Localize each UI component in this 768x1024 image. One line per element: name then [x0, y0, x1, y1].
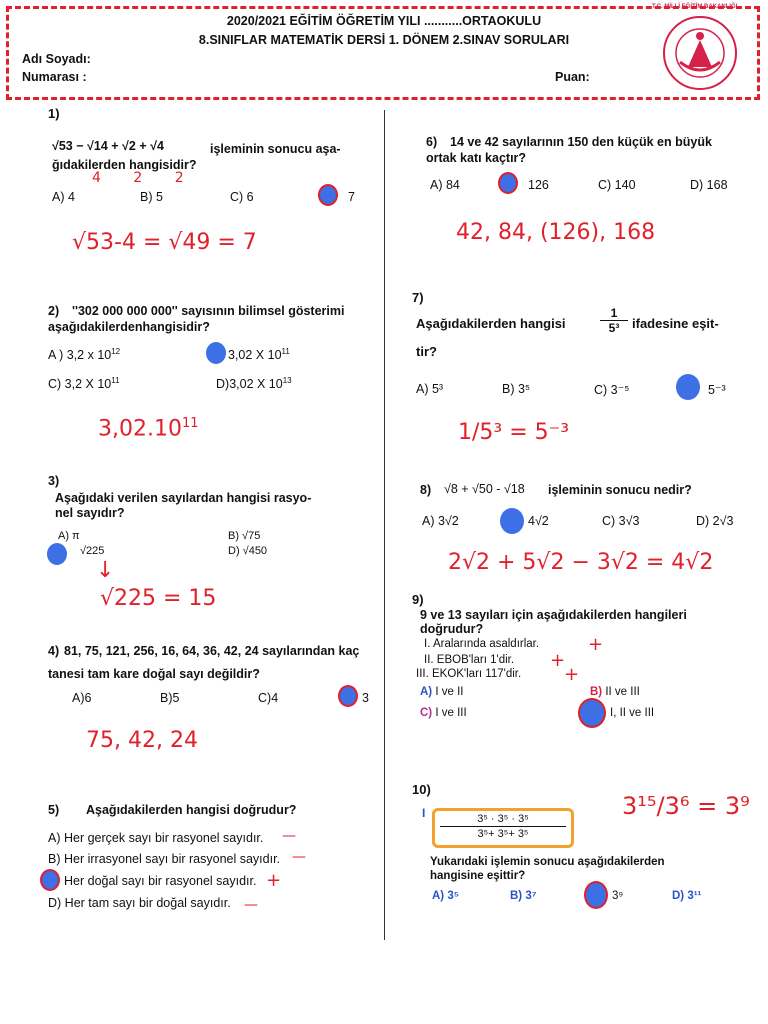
q5-option-a[interactable]: A) Her gerçek sayı bir rasyonel sayıdır.	[48, 831, 264, 845]
q8-text: işleminin sonucu nedir?	[548, 483, 692, 497]
q2-option-d[interactable]: D)3,02 X $10^{13}$	[216, 376, 292, 392]
q10-text-line2: hangisine eşittir?	[430, 870, 526, 882]
q7-option-d[interactable]: 5⁻³	[708, 383, 726, 397]
q5-mark-a: —	[282, 828, 296, 844]
q1-hand-marks: 4 2 2	[92, 170, 198, 186]
q9-marked-answer	[578, 698, 606, 728]
q10-option-b[interactable]: B) 3⁷	[510, 890, 537, 902]
q5-option-c[interactable]: Her doğal sayı bir rasyonel sayıdır.	[64, 874, 257, 888]
q2-number: 2)	[48, 304, 60, 318]
q9-option-b[interactable]: B) II ve III	[590, 686, 640, 698]
q5-mark-c: +	[266, 870, 282, 891]
q4-text-line2: tanesi tam kare doğal sayı değildir?	[48, 667, 260, 681]
q4-option-a[interactable]: A)6	[72, 691, 92, 705]
q3-hand-solution: √225 = 15	[100, 586, 217, 611]
q6-hand-solution: 42, 84, (126), 168	[456, 220, 656, 245]
q8-hand-solution: 2√2 + 5√2 − 3√2 = 4√2	[448, 550, 714, 575]
q8-option-c[interactable]: C) 3√3	[602, 514, 640, 528]
q1-hand-solution: √53-4 = √49 = 7	[72, 230, 257, 255]
q7-option-b[interactable]: B) 3⁵	[502, 382, 531, 396]
q3-option-a[interactable]: A) π	[58, 530, 80, 542]
q7-option-a[interactable]: A) 5³	[416, 382, 444, 396]
q9-text-line2: doğrudur?	[420, 622, 484, 636]
q6-option-c[interactable]: C) 140	[598, 178, 636, 192]
q1-marked-answer	[318, 184, 338, 206]
q2-hand-solution: 3,02.10$^{11}$	[98, 416, 199, 442]
q3-option-d[interactable]: D) √450	[228, 545, 268, 557]
q4-option-b[interactable]: B)5	[160, 691, 180, 705]
q9-mark-1: +	[588, 634, 604, 655]
q3-number: 3)	[48, 474, 60, 488]
q1-text-line2: ğıdakilerden hangisidir?	[52, 158, 197, 172]
q7-text-line2: ifadesine eşit-	[632, 316, 719, 331]
q1-text-line1: işleminin sonucu aşa-	[210, 142, 341, 156]
q7-hand-solution: 1/5³ = 5⁻³	[458, 420, 570, 445]
q3-text-line1: Aşağıdaki verilen sayılardan hangisi rasyo-	[55, 491, 312, 505]
q6-option-d[interactable]: D) 168	[690, 178, 728, 192]
q1-option-c[interactable]: C) 6	[230, 190, 254, 204]
q9-mark-2: +	[550, 650, 566, 671]
q10-marked-answer	[584, 881, 608, 909]
exam-title: 8.SINIFLAR MATEMATİK DERSİ 1. DÖNEM 2.SINAV SORULARI	[198, 33, 570, 47]
q3-text-line2: nel sayıdır?	[55, 506, 125, 520]
q6-text-line1: 14 ve 42 sayılarının 150 den küçük en büyük	[450, 135, 712, 149]
logo-text: T.C. MİLLİ EĞİTİM BAKANLIĞI	[652, 4, 738, 10]
q9-text-line1: 9 ve 13 sayıları için aşağıdakilerden hangileri	[420, 608, 687, 622]
meb-logo	[650, 12, 750, 94]
q8-number: 8)	[420, 483, 432, 497]
q4-option-c[interactable]: C)4	[258, 691, 279, 705]
school-year-title: 2020/2021 EĞİTİM ÖĞRETİM YILI ...........ORTAOKULU	[226, 14, 542, 28]
q7-number: 7)	[412, 290, 424, 305]
q5-option-d[interactable]: D) Her tam sayı bir doğal sayıdır.	[48, 896, 231, 910]
q5-mark-b: —	[292, 849, 306, 865]
q2-option-b[interactable]: 3,02 X $10^{11}$	[228, 347, 290, 363]
q2-text-line1: ''302 000 000 000'' sayısının bilimsel gösterimi	[72, 304, 345, 318]
q5-marked-answer	[40, 869, 60, 891]
q1-option-d[interactable]: 7	[348, 190, 355, 204]
q10-option-a[interactable]: A) 3⁵	[432, 890, 460, 902]
q7-text-line1: Aşağıdakilerden hangisi	[416, 316, 566, 331]
q5-option-b[interactable]: B) Her irrasyonel sayı bir rasyonel sayıdır.	[48, 852, 281, 866]
q7-marked-answer	[676, 374, 700, 400]
q3-marked-answer	[47, 543, 67, 565]
q10-number: 10)	[412, 782, 431, 797]
q6-text-line2: ortak katı kaçtır?	[426, 151, 527, 165]
q10-option-d[interactable]: D) 3¹¹	[672, 890, 702, 902]
q7-fraction: $\frac{1}{\text{5³}}$	[600, 306, 628, 335]
q9-option-a[interactable]: A) I ve II	[420, 686, 464, 698]
q1-expression: √53 − √14 + √2 + √4	[52, 139, 164, 153]
q4-hand-solution: 75, 42, 24	[86, 728, 198, 753]
q9-option-c[interactable]: C) I ve III	[420, 707, 467, 719]
q7-text-line3: tir?	[416, 344, 437, 359]
q5-text: Aşağıdakilerden hangisi doğrudur?	[86, 803, 297, 817]
q3-hand-arrow: ↓	[96, 558, 115, 583]
q9-option-d[interactable]: I, II ve III	[610, 707, 655, 719]
q1-number: 1)	[48, 106, 60, 121]
q6-marked-answer	[498, 172, 518, 194]
q8-expression: √8 + √50 - √18	[444, 482, 525, 496]
q1-option-a[interactable]: A) 4	[52, 190, 75, 204]
q3-option-b[interactable]: B) √75	[228, 530, 261, 542]
q10-hand-solution: 3¹⁵/3⁶ = 3⁹	[622, 792, 750, 820]
q10-fraction: $\frac{\text{3⁵ · 3⁵ · 3⁵}}{\text{3⁵+ 3⁵+ 3⁵}}$	[440, 812, 566, 841]
q4-number: 4)	[48, 644, 60, 658]
q10-option-c[interactable]: 3⁹	[612, 890, 624, 902]
q9-statement-2: II. EBOB'ları 1'dir.	[424, 654, 515, 666]
q6-number: 6)	[426, 135, 438, 149]
q4-option-d[interactable]: 3	[362, 691, 369, 705]
q9-statement-3: III. EKOK'ları 117'dir.	[416, 668, 522, 680]
q8-option-b[interactable]: 4√2	[528, 514, 549, 528]
q9-statement-1: I. Aralarında asaldırlar.	[424, 638, 540, 650]
q8-option-d[interactable]: D) 2√3	[696, 514, 734, 528]
number-label: Numarası :	[22, 70, 87, 84]
q2-option-c[interactable]: C) 3,2 X $10^{11}$	[48, 376, 120, 392]
q2-text-line2: aşağıdakilerdenhangisidir?	[48, 320, 210, 334]
q5-number: 5)	[48, 803, 60, 817]
score-label: Puan:	[555, 70, 590, 84]
column-divider	[384, 110, 385, 940]
q10-marker: I	[422, 806, 426, 820]
q9-number: 9)	[412, 592, 424, 607]
q8-option-a[interactable]: A) 3√2	[422, 514, 459, 528]
q2-option-a[interactable]: A ) 3,2 x $10^{12}$	[48, 347, 121, 363]
q5-mark-d: —	[244, 897, 258, 913]
q9-mark-3: +	[564, 664, 580, 685]
q2-marked-answer	[206, 342, 226, 364]
q6-option-b[interactable]: 126	[528, 178, 549, 192]
q3-option-c[interactable]: √225	[80, 545, 105, 557]
q7-option-c[interactable]: C) 3⁻⁵	[594, 383, 630, 397]
name-label: Adı Soyadı:	[22, 52, 91, 66]
q8-marked-answer	[500, 508, 524, 534]
q4-text-line1: 81, 75, 121, 256, 16, 64, 36, 42, 24 sayılarından kaç	[64, 644, 360, 658]
q10-text-line1: Yukarıdaki işlemin sonucu aşağıdakilerden	[430, 856, 665, 868]
q4-marked-answer	[338, 685, 358, 707]
q6-option-a[interactable]: A) 84	[430, 178, 460, 192]
q1-option-b[interactable]: B) 5	[140, 190, 163, 204]
